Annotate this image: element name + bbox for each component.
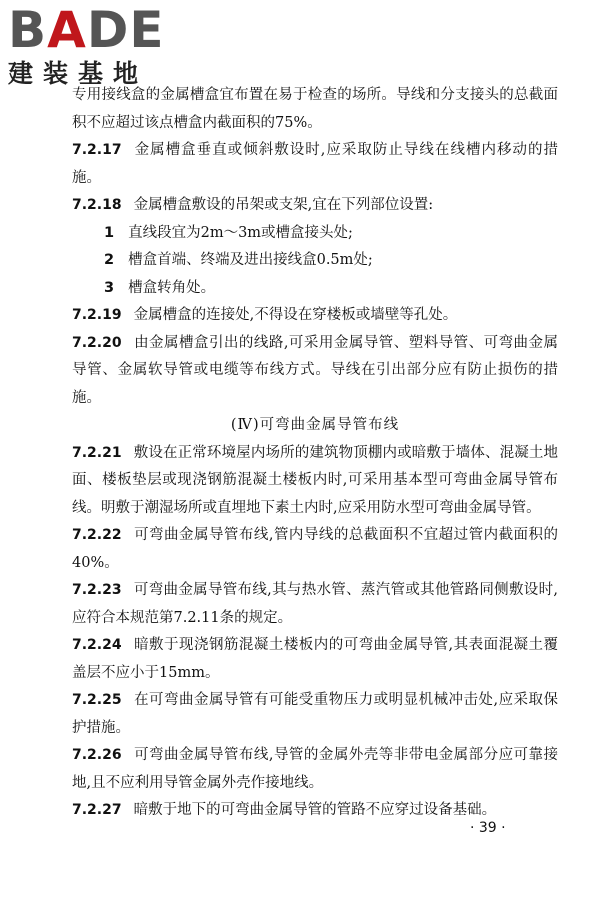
section-title: (Ⅳ)可弯曲金属导管布线 [230,417,400,433]
page-number: · 39 · [470,820,506,836]
clause-7-2-17: 7.2.17 金属槽盒垂直或倾斜敷设时,应采取防止导线在线槽内移动的措施。 [72,142,558,186]
clause-7-2-20: 7.2.20 由金属槽盒引出的线路,可采用金属导管、塑料导管、可弯曲金属导管、金属软导管或电缆等布线方式。导线在引出部分应有防止损伤的措施。 [72,334,558,406]
clause-7-2-21: 7.2.21 敷设在正常环境屋内场所的建筑物顶棚内或暗敷于墙体、混凝土地面、楼板垫层或现浇钢筋混凝土楼板内时,可采用基本型可弯曲金属导管布线。明敷于潮湿场所或直埋地下素土内时,应采用防水型可弯曲金属导管。 [72,444,558,516]
clause-7-2-26: 7.2.26 可弯曲金属导管布线,导管的金属外壳等非带电金属部分应可靠接地,且不应利用导管金属外壳作接地线。 [72,747,558,791]
clause-7-2-19: 7.2.19 金属槽盒的连接处,不得设在穿楼板或墙壁等孔处。 [72,307,458,323]
clause-7-2-27: 7.2.27 暗敷于地下的可弯曲金属导管的管路不应穿过设备基础。 [72,802,497,818]
list-item: 2 槽盒首端、终端及进出接线盒0.5m处; [104,252,373,268]
clause-7-2-25: 7.2.25 在可弯曲金属导管有可能受重物压力或明显机械冲击处,应采取保护措施。 [72,692,558,736]
document-body [72,82,558,825]
logo-chinese-name: 建装基地 [8,59,149,88]
clause-7-2-24: 7.2.24 暗敷于现浇钢筋混凝土楼板内的可弯曲金属导管,其表面混凝土覆盖层不应小于15mm。 [72,637,558,681]
list-item: 1 直线段宜为2m～3m或槽盒接头处; [104,224,353,241]
list-item: 3 槽盒转角处。 [104,279,216,296]
bade-logo [8,1,178,88]
clause-7-2-23: 7.2.23 可弯曲金属导管布线,其与热水管、蒸汽管或其他管路同侧敷设时,应符合本规范第7.2.11条的规定。 [72,582,558,626]
clause-7-2-22: 7.2.22 可弯曲金属导管布线,管内导线的总截面积不宜超过管内截面积的40%。 [72,527,558,571]
intro-paragraph: 专用接线盒的金属槽盒宜布置在易于检查的场所。导线和分支接头的总截面积不应超过该点槽盒内截面积的75%。 [72,87,558,131]
logo-wordmark: BADE [8,1,165,59]
clause-7-2-18: 7.2.18 金属槽盒敷设的吊架或支架,宜在下列部位设置: [72,197,434,213]
